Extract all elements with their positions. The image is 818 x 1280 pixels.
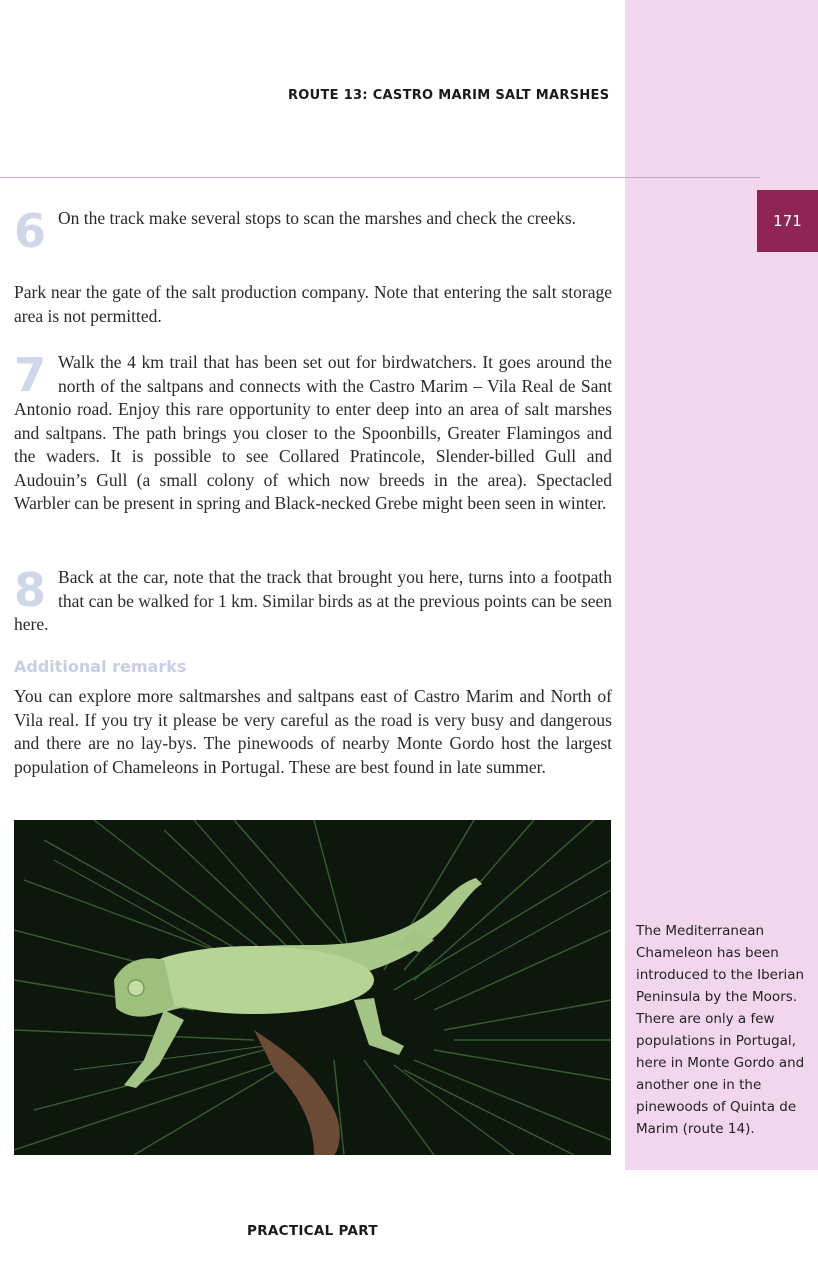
remarks-heading: Additional remarks — [14, 657, 187, 676]
step-number: 8 — [14, 563, 47, 617]
footer-section-title: PRACTICAL PART — [247, 1223, 378, 1239]
chameleon-photo — [14, 820, 611, 1155]
page-number: 171 — [757, 190, 818, 252]
park-note-text: Park near the gate of the salt production company. Note that entering the salt storage area is not permitted. — [14, 282, 612, 326]
running-head: ROUTE 13: CASTRO MARIM SALT MARSHES — [288, 88, 610, 103]
step-7 — [14, 348, 612, 516]
step-number: 7 — [14, 348, 47, 402]
remarks-body — [14, 685, 612, 779]
step-text: Walk the 4 km trail that has been set out for birdwatchers. It goes around the north of the saltpans and connects with the Castro Marim – Vila Real de Sant Antonio road. Enjoy this rare opportunity to enter deep into an area of salt marshes and saltpans. The path brings you closer to the Spoonbills, Greater Flamingos and the waders. It is possible to see Collared Pratincole, Slender-billed Gull and Audouin’s Gull (a small colony of which now breeds in the area). Spectacled Warbler can be present in spring and Black-necked Grebe might been seen in winter. — [14, 352, 612, 513]
step-text: On the track make several stops to scan the marshes and check the creeks. — [58, 208, 577, 228]
chameleon-illustration — [14, 820, 611, 1155]
step-8 — [14, 563, 612, 637]
photo-caption: The Mediterranean Chameleon has been introduced to the Iberian Peninsula by the Moors. There are only a few populations in Portugal, here in Monte Gordo and another one in the pinewoods of Quinta de Marim (route 14). — [636, 923, 805, 1137]
step-text: Back at the car, note that the track that brought you here, turns into a footpath that can be walked for 1 km. Similar birds as at the previous points can be seen here. — [14, 567, 612, 634]
step-number: 6 — [14, 204, 47, 258]
park-note — [14, 281, 612, 328]
header-rule — [0, 177, 760, 178]
step-6 — [14, 204, 612, 258]
remarks-text: You can explore more saltmarshes and saltpans east of Castro Marim and North of Vila real. If you try it please be very careful as the road is very busy and dangerous and there are no lay-bys. The pinewoods of nearby Monte Gordo host the largest population of Chameleons in Portugal. These are best found in late summer. — [14, 686, 612, 777]
